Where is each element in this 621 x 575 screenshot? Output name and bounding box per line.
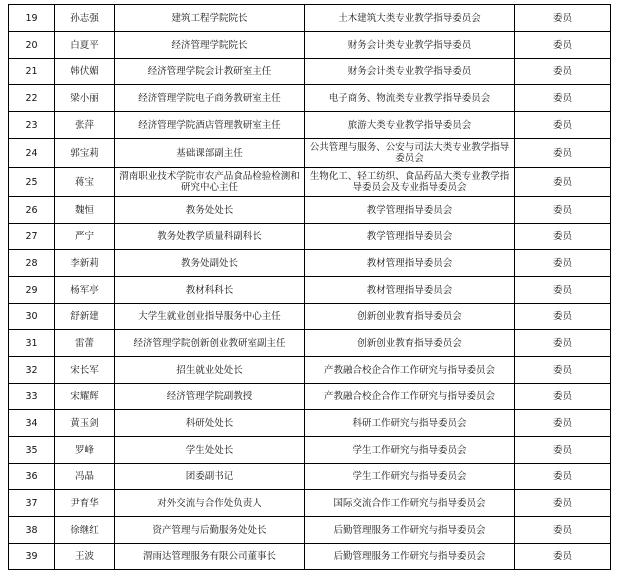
committee-name-cell: 产教融合校企合作工作研究与指导委员会: [305, 384, 515, 410]
table-row: [9, 437, 611, 464]
member-role-cell: 委员: [515, 464, 611, 490]
member-name-cell: 梁小丽: [55, 85, 115, 112]
table-row: [9, 224, 611, 250]
member-title-cell: 对外交流与合作处负责人: [115, 490, 305, 517]
row-number-cell: 21: [9, 59, 55, 85]
row-number-cell: 31: [9, 330, 55, 357]
member-name-cell: 宋长军: [55, 357, 115, 384]
table-row: [9, 410, 611, 437]
row-number-cell: 27: [9, 224, 55, 250]
table-row: [9, 59, 611, 85]
member-role-cell: 委员: [515, 517, 611, 544]
committee-name-cell: 产教融合校企合作工作研究与指导委员会: [305, 357, 515, 384]
committee-name-cell: 学生工作研究与指导委员会: [305, 464, 515, 490]
committee-name-cell: 土木建筑大类专业教学指导委员会: [305, 5, 515, 32]
row-number-cell: 24: [9, 139, 55, 168]
row-number-cell: 32: [9, 357, 55, 384]
committee-name-cell: 教学管理指导委员会: [305, 224, 515, 250]
committee-name-cell: 创新创业教育指导委员会: [305, 330, 515, 357]
member-title-cell: 经济管理学院创新创业教研室副主任: [115, 330, 305, 357]
member-title-cell: 教材科科长: [115, 277, 305, 304]
member-name-cell: 徐继红: [55, 517, 115, 544]
member-name-cell: 宋耀辉: [55, 384, 115, 410]
table-row: [9, 464, 611, 490]
committee-name-cell: 国际交流合作工作研究与指导委员会: [305, 490, 515, 517]
member-name-cell: 孙志强: [55, 5, 115, 32]
table-row: [9, 517, 611, 544]
member-title-cell: 渭南职业技术学院市农产品食品检验检测和研究中心主任: [115, 168, 305, 197]
committee-name-cell: 创新创业教育指导委员会: [305, 304, 515, 330]
member-role-cell: 委员: [515, 384, 611, 410]
table-row: [9, 32, 611, 59]
member-title-cell: 教务处处长: [115, 197, 305, 224]
member-role-cell: 委员: [515, 357, 611, 384]
table-row: [9, 85, 611, 112]
member-role-cell: 委员: [515, 330, 611, 357]
committee-name-cell: 教学管理指导委员会: [305, 197, 515, 224]
member-role-cell: 委员: [515, 304, 611, 330]
row-number-cell: 25: [9, 168, 55, 197]
row-number-cell: 30: [9, 304, 55, 330]
member-title-cell: 团委副书记: [115, 464, 305, 490]
member-role-cell: 委员: [515, 197, 611, 224]
member-role-cell: 委员: [515, 85, 611, 112]
member-name-cell: 韩伏媚: [55, 59, 115, 85]
committee-name-cell: 科研工作研究与指导委员会: [305, 410, 515, 437]
member-role-cell: 委员: [515, 544, 611, 570]
member-role-cell: 委员: [515, 139, 611, 168]
committee-name-cell: 生物化工、轻工纺织、食品药品大类专业教学指导委员会及专业指导委员会: [305, 168, 515, 197]
committee-name-cell: 教材管理指导委员会: [305, 250, 515, 277]
member-name-cell: 尹育华: [55, 490, 115, 517]
member-role-cell: 委员: [515, 59, 611, 85]
committee-name-cell: 后勤管理服务工作研究与指导委员会: [305, 544, 515, 570]
table-row: [9, 330, 611, 357]
member-role-cell: 委员: [515, 5, 611, 32]
member-title-cell: 科研处处长: [115, 410, 305, 437]
member-title-cell: 教务处副处长: [115, 250, 305, 277]
committee-name-cell: 后勤管理服务工作研究与指导委员会: [305, 517, 515, 544]
committee-name-cell: 公共管理与服务、公安与司法大类专业教学指导委员会: [305, 139, 515, 168]
member-title-cell: 经济管理学院院长: [115, 32, 305, 59]
table-row: [9, 490, 611, 517]
member-name-cell: 蒋宝: [55, 168, 115, 197]
member-title-cell: 资产管理与后勤服务处处长: [115, 517, 305, 544]
table-row: [9, 112, 611, 139]
table-row: [9, 139, 611, 168]
row-number-cell: 28: [9, 250, 55, 277]
row-number-cell: 26: [9, 197, 55, 224]
member-role-cell: 委员: [515, 437, 611, 464]
row-number-cell: 35: [9, 437, 55, 464]
committee-member-table: [8, 4, 611, 570]
row-number-cell: 29: [9, 277, 55, 304]
table-row: [9, 250, 611, 277]
table-row: [9, 384, 611, 410]
table-body: [9, 5, 611, 570]
committee-name-cell: 电子商务、物流类专业教学指导委员会: [305, 85, 515, 112]
member-name-cell: 李新莉: [55, 250, 115, 277]
member-name-cell: 王波: [55, 544, 115, 570]
row-number-cell: 23: [9, 112, 55, 139]
table-row: [9, 277, 611, 304]
member-role-cell: 委员: [515, 490, 611, 517]
member-role-cell: 委员: [515, 168, 611, 197]
member-name-cell: 魏恒: [55, 197, 115, 224]
row-number-cell: 19: [9, 5, 55, 32]
member-title-cell: 建筑工程学院院长: [115, 5, 305, 32]
member-title-cell: 经济管理学院电子商务教研室主任: [115, 85, 305, 112]
table-row: [9, 304, 611, 330]
member-name-cell: 黄玉剑: [55, 410, 115, 437]
member-name-cell: 郭宝莉: [55, 139, 115, 168]
member-name-cell: 严宁: [55, 224, 115, 250]
member-role-cell: 委员: [515, 410, 611, 437]
row-number-cell: 33: [9, 384, 55, 410]
row-number-cell: 38: [9, 517, 55, 544]
member-title-cell: 学生处处长: [115, 437, 305, 464]
committee-name-cell: 学生工作研究与指导委员会: [305, 437, 515, 464]
member-name-cell: 罗峰: [55, 437, 115, 464]
committee-name-cell: 财务会计类专业教学指导委员: [305, 32, 515, 59]
table-row: [9, 5, 611, 32]
table-row: [9, 197, 611, 224]
row-number-cell: 39: [9, 544, 55, 570]
member-role-cell: 委员: [515, 112, 611, 139]
committee-name-cell: 旅游大类专业教学指导委员会: [305, 112, 515, 139]
committee-name-cell: 财务会计类专业教学指导委员: [305, 59, 515, 85]
member-title-cell: 经济管理学院酒店管理教研室主任: [115, 112, 305, 139]
member-role-cell: 委员: [515, 277, 611, 304]
member-name-cell: 杨军亭: [55, 277, 115, 304]
row-number-cell: 22: [9, 85, 55, 112]
member-title-cell: 大学生就业创业指导服务中心主任: [115, 304, 305, 330]
row-number-cell: 37: [9, 490, 55, 517]
member-name-cell: 舒新建: [55, 304, 115, 330]
member-title-cell: 基础课部副主任: [115, 139, 305, 168]
row-number-cell: 20: [9, 32, 55, 59]
member-name-cell: 张萍: [55, 112, 115, 139]
member-title-cell: 经济管理学院会计教研室主任: [115, 59, 305, 85]
member-title-cell: 招生就业处处长: [115, 357, 305, 384]
committee-name-cell: 教材管理指导委员会: [305, 277, 515, 304]
member-title-cell: 渭雨达管理服务有限公司董事长: [115, 544, 305, 570]
table-row: [9, 168, 611, 197]
table-row: [9, 357, 611, 384]
row-number-cell: 36: [9, 464, 55, 490]
member-role-cell: 委员: [515, 224, 611, 250]
member-name-cell: 冯晶: [55, 464, 115, 490]
member-name-cell: 雷蕾: [55, 330, 115, 357]
member-role-cell: 委员: [515, 250, 611, 277]
member-title-cell: 经济管理学院副教授: [115, 384, 305, 410]
member-title-cell: 教务处教学质量科副科长: [115, 224, 305, 250]
table-row: [9, 544, 611, 570]
member-role-cell: 委员: [515, 32, 611, 59]
member-name-cell: 白夏平: [55, 32, 115, 59]
row-number-cell: 34: [9, 410, 55, 437]
